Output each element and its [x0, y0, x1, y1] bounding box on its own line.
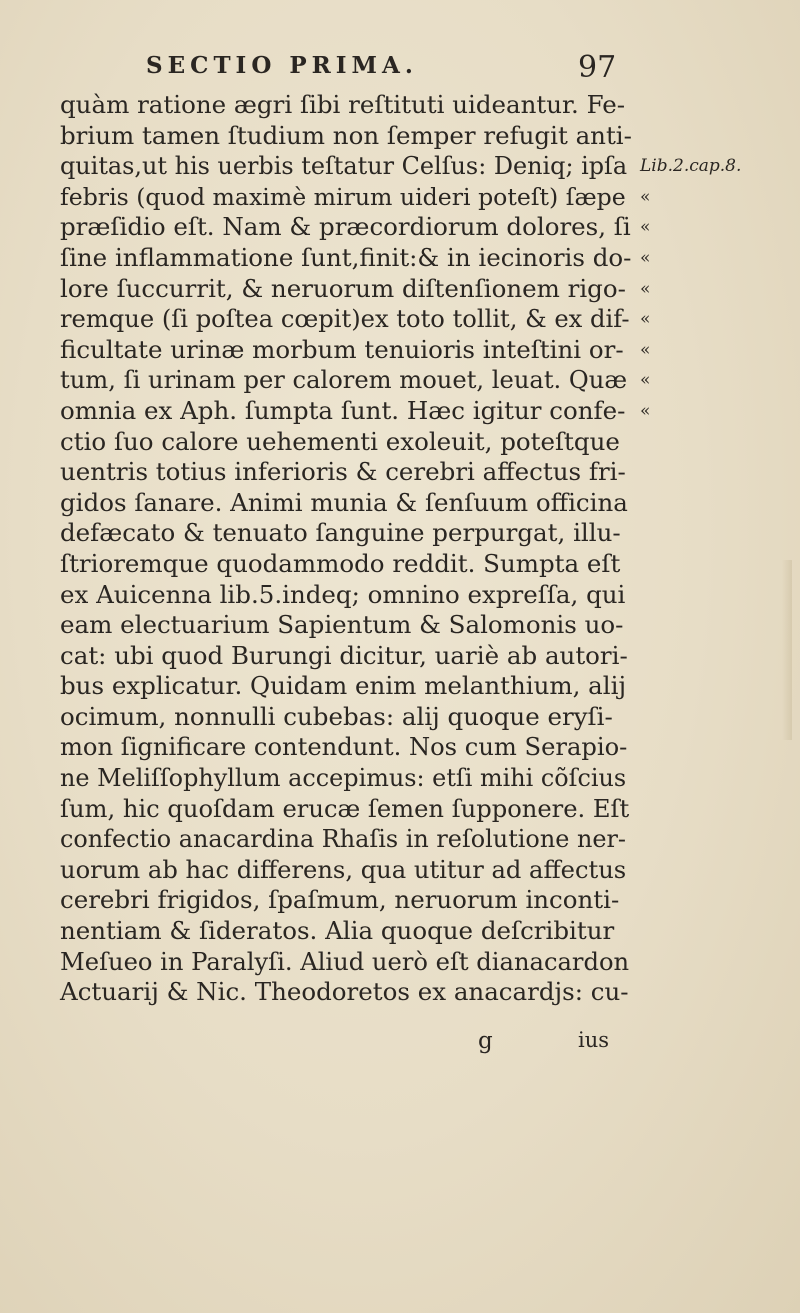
text-line: præſidio eſt. Nam & præcordiorum dolores, ſi: [60, 212, 631, 242]
quotation-mark: «: [640, 217, 651, 238]
text-line: defæcato & tenuato ſanguine perpurgat, illu-: [60, 518, 621, 548]
text-line: ſine inflammatione ſunt,finit:& in iecinoris do-: [60, 242, 632, 272]
text-line: confectio anacardina Rhaſis in reſolutione ner-: [60, 825, 626, 854]
quotation-mark: «: [640, 186, 651, 207]
quotation-mark: «: [640, 370, 651, 391]
text-line: cerebri frigidos, ſpaſmum, neruorum inconti-: [60, 885, 620, 915]
text-line: ſtrioremque quodammodo reddit. Sumpta eſt: [60, 548, 621, 578]
text-line: Meſueo in Paralyſi. Aliud uerò eſt dianacardon: [60, 947, 630, 976]
page-footer: [0, 1028, 800, 1062]
text-line: cat: ubi quod Burungi dicitur, uariè ab autori-: [60, 640, 628, 670]
page-number: 97: [578, 50, 617, 85]
quotation-mark: «: [640, 247, 651, 268]
quotation-mark: «: [640, 400, 651, 421]
text-line: nentiam & ſideratos. Alia quoque deſcribitur: [60, 916, 615, 946]
quotation-mark: «: [640, 339, 651, 360]
text-line: ctio ſuo calore uehementi exoleuit, poteſtque: [60, 426, 620, 456]
quotation-mark: «: [640, 278, 651, 299]
quotation-mark: [640, 90, 790, 121]
text-line: ne Meliſſophyllum accepimus: etſi mihi cõſcius: [60, 764, 627, 793]
text-line: quitas,ut his uerbis teſtatur Celſus: Deniq; ipſa: [60, 152, 628, 181]
text-line: ocimum, nonnulli cubebas: alij quoque eryſi-: [60, 701, 613, 731]
text-line: omnia ex Aph. ſumpta ſunt. Hæc igitur confe-: [60, 395, 626, 425]
text-line: ex Auicenna lib.5.indeq; omnino expreſſa, qui: [60, 579, 626, 609]
text-line: tum, ſi urinam per calorem mouet, leuat. Quæ: [60, 366, 628, 395]
signature-mark: g: [478, 1028, 493, 1054]
text-line: remque (ſi poſtea cœpit)ex toto tollit, & ex dif-: [60, 305, 630, 334]
quotation-mark: «: [640, 309, 651, 330]
quotation-mark: [640, 121, 790, 152]
text-line: mon ſignificare contendunt. Nos cum Serapio-: [60, 733, 628, 762]
catchword: ius: [578, 1028, 610, 1052]
text-line: Actuarij & Nic. Theodoretos ex anacardjs: cu-: [60, 977, 629, 1007]
text-line: brium tamen ſtudium non ſemper refugit anti-: [60, 120, 632, 150]
page-header: [0, 50, 800, 90]
text-line: gidos ſanare. Animi munia & ſenſuum officina: [60, 487, 628, 517]
marginal-reference: Lib.2.cap.8.: [640, 156, 742, 177]
text-line: febris (quod maximè mirum uideri poteſt) ſæpe: [60, 182, 626, 211]
page-edge-stain: [782, 560, 792, 740]
text-line: bus explicatur. Quidam enim melanthium, alij: [60, 671, 627, 701]
text-line: ficultate urinæ morbum tenuioris inteſtini or-: [60, 334, 624, 364]
text-line: ſum, hic quoſdam erucæ ſemen ſupponere. Eſt: [60, 794, 630, 823]
body-text: [60, 90, 632, 1008]
text-line: quàm ratione ægri ſibi reſtituti uideantur. Fe-: [60, 90, 626, 119]
running-head: SECTIO PRIMA.: [146, 52, 418, 79]
text-line: uentris totius inferioris & cerebri affectus fri-: [60, 457, 626, 487]
margin-notes: [640, 90, 790, 427]
text-line: eam electuarium Sapientum & Salomonis uo-: [60, 610, 624, 640]
text-line: lore ſuccurrit, & neruorum diſtenſionem rigo-: [60, 273, 626, 303]
text-line: uorum ab hac differens, qua utitur ad affectus: [60, 855, 627, 884]
